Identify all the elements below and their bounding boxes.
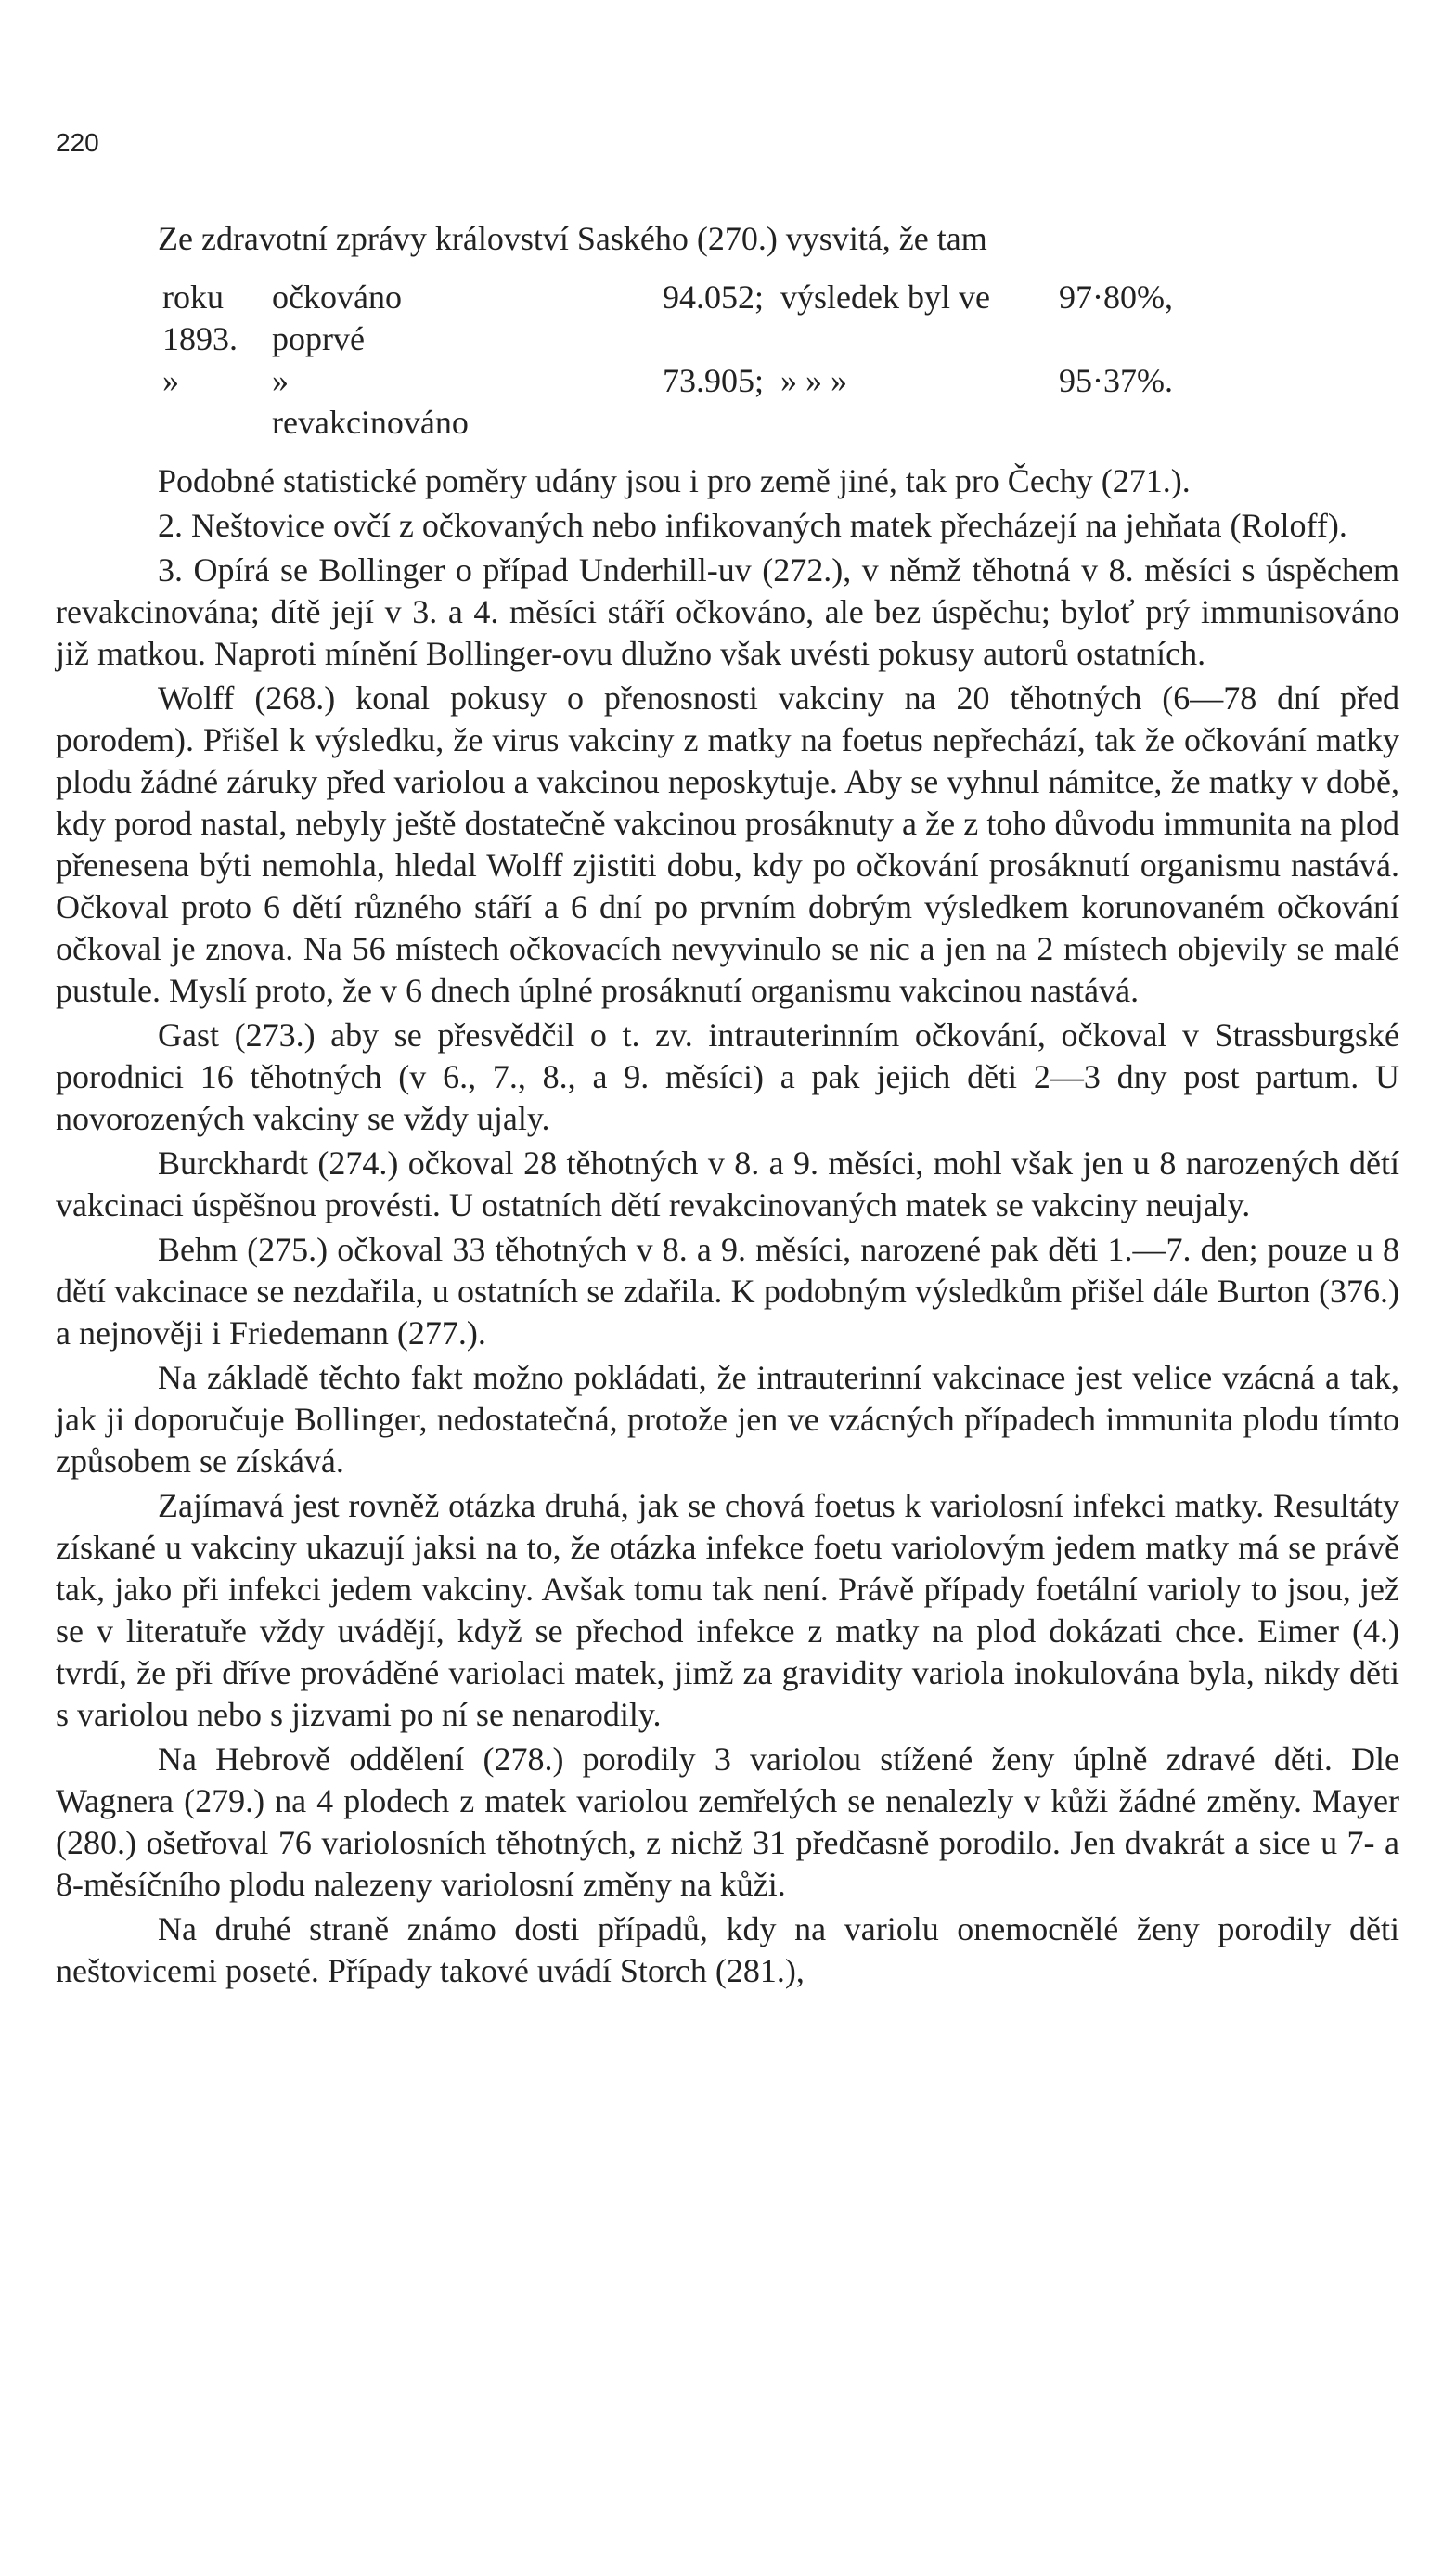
paragraph-wolff: Wolff (268.) konal pokusy o přenosnosti vakciny na 20 těhotných (6—78 dní před porodem). Přišel k výsledku, že virus vakciny z matky na foetus nepřechází, tak že očkování matky plodu žádné záruky před variolou a vakcinou neposkytuje. Aby se vyhnul námitce, že matky v době, kdy porod nastal, nebyly ještě dostatečně vakcinou prosáknuty a že z toho důvodu immunita na plod přenesena býti nemohla, hledal Wolff zjistiti dobu, kdy po očkování prosáknutí organismu nastává. Očkoval proto 6 dětí různého stáří a 6 dní po prvním dobrým výsledkem korunovaném očkování očkoval je znova. Na 56 místech očkovacích nevyvinulo se nic a jen na 2 místech objevily se malé pustule. Myslí proto, že v 6 dnech úplné prosáknutí organismu vakcinou nastává. [56,679,1399,1009]
paragraph-hebra: Na Hebrově oddělení (278.) porodily 3 variolou stížené ženy úplně zdravé děti. Dle Wagnera (279.) na 4 plodech z matek variolou zemřelých se nenalezly v kůži žádné změny. Mayer (280.) ošetřoval 76 variolosních těhotných, z nichž 31 předčasně porodilo. Jen dvakrát a sice u 7- a 8-měsíčního plodu nalezeny variolosní změny na kůži. [56,1740,1399,1903]
paragraph-behm: Behm (275.) očkoval 33 těhotných v 8. a 9. měsíci, narozené pak děti 1.—7. den; pouze u 8 dětí vakcinace se nezdařila, u ostatních se zdařila. K podobným výsledkům přišel dále Burton (376.) a nejnověji i Friedemann (277.). [56,1231,1399,1352]
paragraph-bollinger: 3. Opírá se Bollinger o případ Underhill-uv (272.), v němž těhotná v 8. měsíci s úspěchem revakcinována; dítě její v 3. a 4. měsíci stáří očkováno, ale bez úspěchu; byloť prý immunisováno již matkou. Naproti mínění Bollinger-ovu dlužno však uvésti pokusy autorů ostatních. [56,551,1399,672]
paragraph-burckhardt: Burckhardt (274.) očkoval 28 těhotných v 8. a 9. měsíci, mohl však jen u 8 narozených dětí vakcinaci úspěšnou provésti. U ostatních dětí revakcinovaných matek se vakciny neujaly. [56,1145,1399,1223]
stat-label: » revakcinováno [272,362,469,441]
page-number: 220 [56,128,99,157]
stat-count: 73.905; [662,362,764,399]
stat-result-label: » » » [780,362,847,399]
stat-result-label: výsledek byl ve [780,278,990,316]
stat-year: » [162,362,179,399]
stat-percent: 97·80%, [1059,278,1173,316]
stat-percent: 95·37%. [1059,362,1173,399]
stat-row-first-vaccination [162,277,1399,360]
paragraph-conclusion: Na základě těchto fakt možno pokládati, že intrauterinní vakcinace jest velice vzácná a tak, jak ji doporučuje Bollinger, nedostatečná, protože jen ve vzácných případech immunita plodu tímto způsobem se získává. [56,1359,1399,1480]
stat-label: očkováno poprvé [272,278,402,357]
paragraph-gast: Gast (273.) aby se přesvědčil o t. zv. intrauterinním očkování, očkoval v Strassburgské porodnici 16 těhotných (v 6., 7., 8., a 9. měsíci) a pak jejich děti 2—3 dny post partum. U novorozených vakciny se vždy ujaly. [56,1016,1399,1137]
paragraph-variolous-infection: Zajímavá jest rovněž otázka druhá, jak se chová foetus k variolosní infekci matky. Resultáty získané u vakciny ukazují jaksi na to, že otázka infekce foetu variolovým jedem matky má se právě tak, jako při infekci jedem vakciny. Avšak tomu tak není. Právě případy foetální varioly to jsou, jež se v literatuře vždy uvádějí, když se přechod infekce z matky na plod dokázati chce. Eimer (4.) tvrdí, že při dříve prováděné variolaci matek, jimž za gravidity variola inokulována byla, nikdy děti s variolou nebo s jizvami po ní se nenarodily. [56,1487,1399,1733]
stat-year: roku 1893. [162,278,238,357]
paragraph-statistics: Podobné statistické poměry udány jsou i pro země jiné, tak pro Čechy (271.). [158,462,1191,499]
stat-row-revaccination [162,360,1399,444]
stat-count: 94.052; [662,278,764,316]
page-body [56,218,1399,1995]
paragraph-sheep-pox: 2. Neštovice ovčí z očkovaných nebo infikovaných matek přecházejí na jehňata (Roloff). [158,507,1347,544]
paragraph-storch: Na druhé straně známo dosti případů, kdy na variolu onemocnělé ženy porodily děti neštovicemi poseté. Případy takové uvádí Storch (281.), [56,1910,1399,1989]
intro-paragraph: Ze zdravotní zprávy království Saského (270.) vysvitá, že tam [158,220,987,257]
vaccination-statistics [162,277,1399,444]
